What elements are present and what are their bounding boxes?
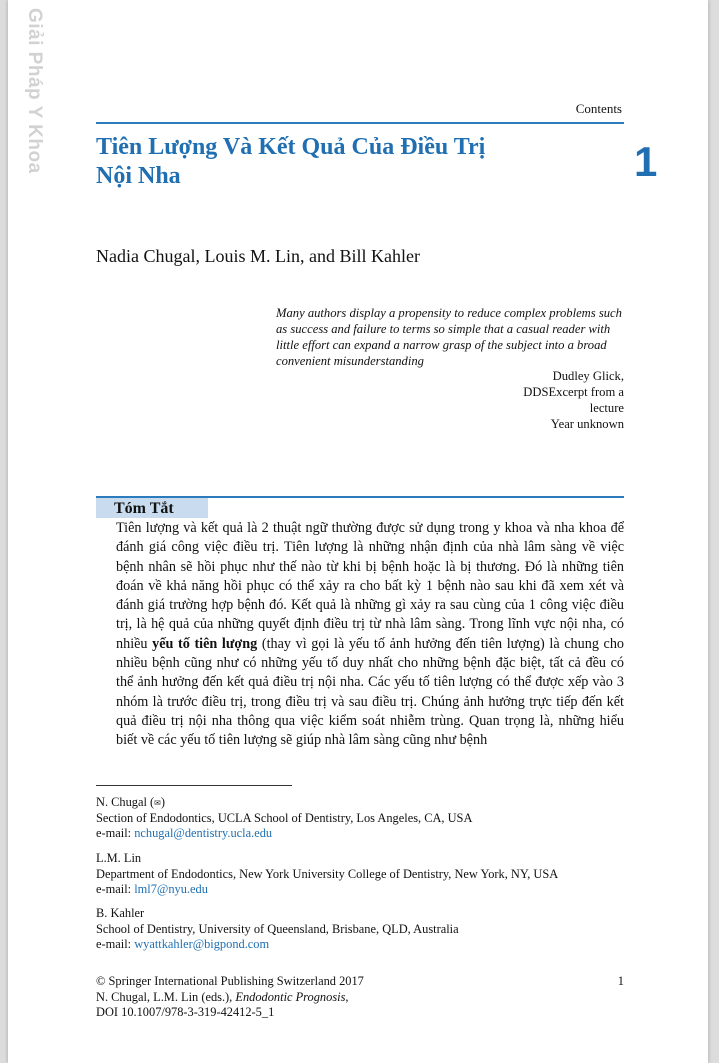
affiliation-chugal xyxy=(96,795,616,842)
affiliation-name: N. Chugal (✉) xyxy=(96,795,166,809)
affiliation-dept: Section of Endodontics, UCLA School of Dentistry, Los Angeles, CA, USA xyxy=(96,810,473,825)
affiliation-name: B. Kahler xyxy=(96,906,145,920)
book-title: Endodontic Prognosis xyxy=(235,989,346,1004)
affiliation-kahler xyxy=(96,906,616,953)
page-number: 1 xyxy=(617,974,624,988)
chapter-title: Tiên Lượng Và Kết Quả Của Điều Trị Nội Nha xyxy=(96,134,486,189)
abstract-text-part-2: (thay vì gọi là yếu tố ảnh hưởng đến tiên lượng) là chung cho nhiều bệnh cũng như có những yếu tố duy nhất cho những bệnh đặc biệt, tất cả đều có thể ảnh hưởng đến kết quả điều trị nội nha. Các yếu tố tiên lượng có thể được xếp vào 3 nhóm là trước điều trị, trong điều trị và sau điều trị. Chúng ảnh hưởng trực tiếp đến kết quả điều trị nội nha thông qua việc kiểm soát nhiễm trùng. Quan trọng là, những hiểu biết về các yếu tố tiên lượng sẽ giúp nhà lâm sàng cũng như bệnh xyxy=(116,635,625,749)
epigraph-attribution-3: lecture xyxy=(589,401,624,415)
affiliation-dept: Department of Endodontics, New York University College of Dentistry, New York, NY, USA xyxy=(96,866,559,881)
watermark xyxy=(13,8,53,174)
copyright-line: © Springer International Publishing Switzerland 2017 xyxy=(96,974,364,988)
doi-line: DOI 10.1007/978-3-319-42412-5_1 xyxy=(96,1005,275,1019)
epigraph-attribution-1: Dudley Glick, xyxy=(552,369,624,383)
running-head: Contents xyxy=(575,101,622,116)
email-label: e-mail: xyxy=(96,937,135,951)
epigraph-quote: Many authors display a propensity to reduce complex problems such as success and failure to terms so simple that a casual reader with little effort can expand a narrow grasp of the subject into a broad convenient misunderstanding xyxy=(276,306,622,368)
affiliation-dept: School of Dentistry, University of Queensland, Brisbane, QLD, Australia xyxy=(96,921,459,936)
email-link[interactable]: wyattkahler@bigpond.com xyxy=(134,937,270,951)
abstract-key-term: yếu tố tiên lượng xyxy=(152,635,258,652)
email-label: e-mail: xyxy=(96,826,135,841)
abstract-heading: Tóm Tắt xyxy=(96,498,208,518)
epigraph-attribution-4: Year unknown xyxy=(550,417,624,431)
email-link[interactable]: nchugal@dentistry.ucla.edu xyxy=(134,826,273,841)
envelope-icon: ✉ xyxy=(154,798,161,808)
title-rule xyxy=(96,122,624,124)
document-page xyxy=(8,0,708,1063)
abstract-text-part-1: Tiên lượng và kết quả là 2 thuật ngữ thường được sử dụng trong y khoa và nha khoa để đánh giá công việc điều trị. Tiên lượng là những nhận định của nhà lâm sàng về việc bệnh nhân sẽ hồi phục như thế nào từ khi bị bệnh hoặc là bị thương. Đó là những tiên đoán về khả năng hồi phục có thể xảy ra cho bất kỳ 1 bệnh nào sau khi đã xem xét và đánh giá trường hợp bệnh đó. Kết quả là những gì xảy ra sau cùng của 1 công việc điều trị, là hệ quả của những quyết định điều trị từ nhà lâm sàng. Trong lĩnh vực nội nha, có nhiều xyxy=(116,520,624,652)
chapter-number: 1 xyxy=(634,138,658,185)
authors: Nadia Chugal, Louis M. Lin, and Bill Kahler xyxy=(96,246,420,266)
email-link[interactable]: lml7@nyu.edu xyxy=(134,882,208,896)
affiliation-lin xyxy=(96,851,616,898)
epigraph-attribution-2: DDSExcerpt from a xyxy=(523,385,624,399)
copyright-block xyxy=(96,974,624,1021)
watermark-text: Giải Pháp Y Khoa xyxy=(24,8,45,174)
footnote-rule xyxy=(96,785,292,786)
email-label: e-mail: xyxy=(96,882,135,896)
affiliation-name: L.M. Lin xyxy=(96,851,142,865)
abstract-text xyxy=(116,519,624,751)
citation-line: N. Chugal, L.M. Lin (eds.), Endodontic Prognosis, xyxy=(96,989,349,1004)
